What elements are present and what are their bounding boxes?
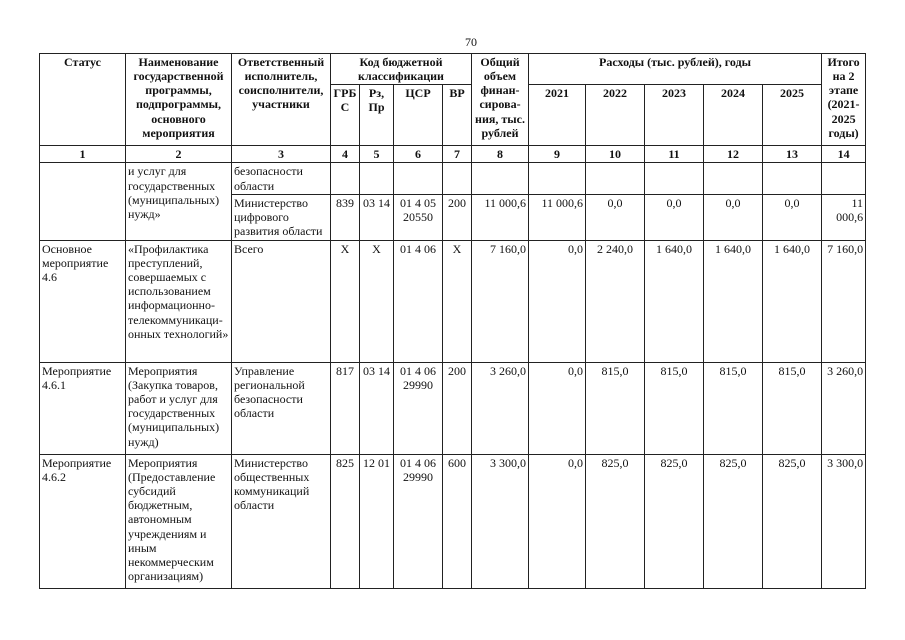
header-expenses: Расходы (тыс. рублей), годы (529, 54, 822, 85)
year-2022-cell: 0,0 (586, 194, 645, 240)
name-cell: «Профилактика преступлений, совершаемых с использованием информационно-телекоммуникаци-онных технологий» (126, 240, 232, 362)
status-cell: Мероприятие 4.6.1 (40, 362, 126, 454)
budget-table (39, 53, 866, 589)
column-number: 14 (822, 146, 866, 163)
year-2021-cell (529, 163, 586, 194)
page-number: 70 (465, 35, 477, 49)
header-rz-pr: Рз, Пр (360, 85, 394, 146)
column-number: 1 (40, 146, 126, 163)
year-2024-cell: 815,0 (704, 362, 763, 454)
year-2024-cell: 1 640,0 (704, 240, 763, 362)
year-2024-cell: 825,0 (704, 454, 763, 588)
year-2023-cell: 815,0 (645, 362, 704, 454)
vr-cell: 200 (443, 362, 472, 454)
header-responsible: Ответственный исполнитель, соисполнители, участники (232, 54, 331, 146)
status-cell: Мероприятие 4.6.2 (40, 454, 126, 588)
year-2021-cell: 0,0 (529, 454, 586, 588)
year-2023-cell: 0,0 (645, 194, 704, 240)
column-number: 5 (360, 146, 394, 163)
header-grbs: ГРБ С (331, 85, 360, 146)
rz-pr-cell: 03 14 (360, 194, 394, 240)
year-2025-cell: 815,0 (763, 362, 822, 454)
name-cell: и услуг для государственных (муниципальных) нужд» (126, 163, 232, 240)
header-year-2023: 2023 (645, 85, 704, 146)
year-2022-cell (586, 163, 645, 194)
responsible-cell: Управление региональной безопасности области (232, 362, 331, 454)
vr-cell: 200 (443, 194, 472, 240)
vr-cell: 600 (443, 454, 472, 588)
rz-pr-cell: 12 01 (360, 454, 394, 588)
header-vr: ВР (443, 85, 472, 146)
csr-cell: 01 4 06 29990 (394, 362, 443, 454)
status-cell: Основное мероприятие 4.6 (40, 240, 126, 362)
column-number: 10 (586, 146, 645, 163)
rz-pr-cell: Х (360, 240, 394, 362)
header-budget-code: Код бюджетной классификации (331, 54, 472, 85)
rz-pr-cell: 03 14 (360, 362, 394, 454)
status-cell (40, 163, 126, 240)
column-number-row (40, 146, 866, 163)
csr-cell: 01 4 06 29990 (394, 454, 443, 588)
stage-total-cell: 3 260,0 (822, 362, 866, 454)
table-row (40, 454, 866, 588)
year-2023-cell: 1 640,0 (645, 240, 704, 362)
year-2025-cell: 825,0 (763, 454, 822, 588)
year-2024-cell: 0,0 (704, 194, 763, 240)
name-cell: Мероприятия (Закупка товаров, работ и услуг для государственных (муниципальных) нужд) (126, 362, 232, 454)
year-2022-cell: 2 240,0 (586, 240, 645, 362)
year-2023-cell (645, 163, 704, 194)
column-number: 4 (331, 146, 360, 163)
header-year-2025: 2025 (763, 85, 822, 146)
grbs-cell (331, 163, 360, 194)
header-row-1 (40, 54, 866, 85)
stage-total-cell: 11 000,6 (822, 194, 866, 240)
vr-cell: Х (443, 240, 472, 362)
responsible-cell: Министерство цифрового развития области (232, 194, 331, 240)
header-year-2021: 2021 (529, 85, 586, 146)
csr-cell: 01 4 06 (394, 240, 443, 362)
stage-total-cell: 3 300,0 (822, 454, 866, 588)
name-cell: Мероприятия (Предоставление субсидий бюджетным, автономным учреждениям и иным некоммерческим организациям) (126, 454, 232, 588)
table-row (40, 362, 866, 454)
year-2021-cell: 0,0 (529, 240, 586, 362)
column-number: 6 (394, 146, 443, 163)
total-cell: 3 300,0 (472, 454, 529, 588)
total-cell (472, 163, 529, 194)
column-number: 9 (529, 146, 586, 163)
column-number: 8 (472, 146, 529, 163)
year-2025-cell: 0,0 (763, 194, 822, 240)
stage-total-cell: 7 160,0 (822, 240, 866, 362)
header-year-2024: 2024 (704, 85, 763, 146)
year-2021-cell: 11 000,6 (529, 194, 586, 240)
year-2022-cell: 815,0 (586, 362, 645, 454)
table-row (40, 240, 866, 362)
vr-cell (443, 163, 472, 194)
responsible-cell: безопасности области (232, 163, 331, 194)
column-number: 2 (126, 146, 232, 163)
year-2025-cell: 1 640,0 (763, 240, 822, 362)
grbs-cell: 839 (331, 194, 360, 240)
year-2022-cell: 825,0 (586, 454, 645, 588)
column-number: 11 (645, 146, 704, 163)
grbs-cell: 817 (331, 362, 360, 454)
table-row (40, 163, 866, 194)
column-number: 12 (704, 146, 763, 163)
rz-pr-cell (360, 163, 394, 194)
stage-total-cell (822, 163, 866, 194)
header-year-2022: 2022 (586, 85, 645, 146)
header-status: Статус (40, 54, 126, 146)
year-2025-cell (763, 163, 822, 194)
year-2024-cell (704, 163, 763, 194)
total-cell: 11 000,6 (472, 194, 529, 240)
column-number: 13 (763, 146, 822, 163)
grbs-cell: Х (331, 240, 360, 362)
responsible-cell: Всего (232, 240, 331, 362)
header-csr: ЦСР (394, 85, 443, 146)
csr-cell (394, 163, 443, 194)
responsible-cell: Министерство общественных коммуникаций области (232, 454, 331, 588)
csr-cell: 01 4 05 20550 (394, 194, 443, 240)
header-stage-total: Итого на 2 этапе (2021-2025 годы) (822, 54, 866, 146)
year-2023-cell: 825,0 (645, 454, 704, 588)
column-number: 7 (443, 146, 472, 163)
total-cell: 7 160,0 (472, 240, 529, 362)
year-2021-cell: 0,0 (529, 362, 586, 454)
column-number: 3 (232, 146, 331, 163)
header-program-name: Наименование государственной программы, подпрограммы, основного мероприятия (126, 54, 232, 146)
header-total-volume: Общий объем финан-сирова-ния, тыс. рублей (472, 54, 529, 146)
grbs-cell: 825 (331, 454, 360, 588)
total-cell: 3 260,0 (472, 362, 529, 454)
